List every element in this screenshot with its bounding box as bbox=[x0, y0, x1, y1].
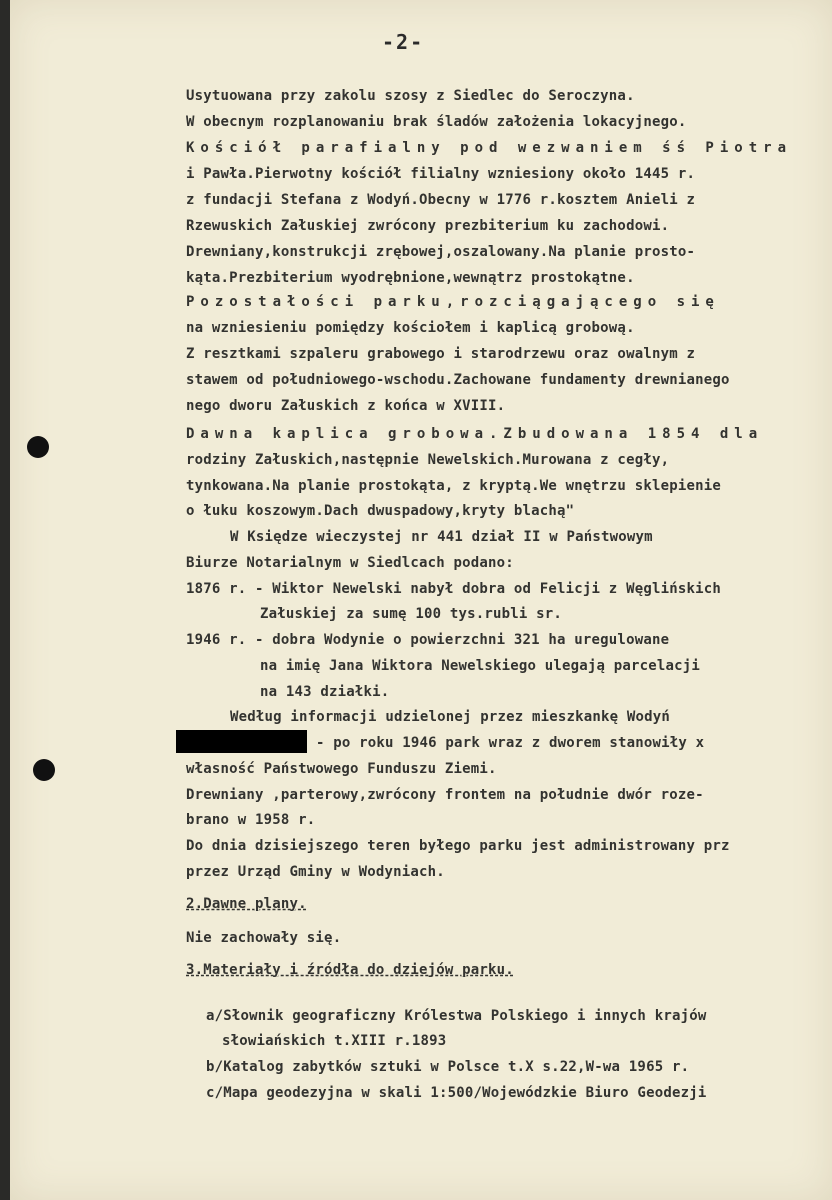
source-item: b/Katalog zabytków sztuki w Polsce t.X s.22,W-wa 1965 r. bbox=[206, 1059, 690, 1075]
document-page bbox=[10, 0, 832, 1200]
text-line: Drewniany,konstrukcji zrębowej,oszalowany.Na planie prosto- bbox=[186, 244, 696, 260]
text-line: W obecnym rozplanowaniu brak śladów założenia lokacyjnego. bbox=[186, 114, 687, 130]
text-line: o łuku koszowym.Dach dwuspadowy,kryty blachą" bbox=[186, 503, 575, 519]
section-heading-line: Dawna kaplica grobowa.Zbudowana 1854 dla bbox=[186, 426, 764, 442]
redaction-bar bbox=[176, 730, 307, 753]
text-line: Biurze Notarialnym w Siedlcach podano: bbox=[186, 555, 514, 571]
text-line: Do dnia dzisiejszego teren byłego parku jest administrowany prz bbox=[186, 838, 730, 854]
text-line: stawem od południowego-wschodu.Zachowane fundamenty drewnianego bbox=[186, 372, 730, 388]
source-item: c/Mapa geodezyjna w skali 1:500/Wojewódzkie Biuro Geodezji bbox=[206, 1085, 707, 1101]
text-line: nego dworu Załuskich z końca w XVIII. bbox=[186, 398, 506, 414]
text-line: tynkowana.Na planie prostokąta, z kryptą.We wnętrzu sklepienie bbox=[186, 478, 721, 494]
section-title: 3.Materiały i źródła do dziejów parku. bbox=[186, 962, 514, 978]
text-line: Rzewuskich Załuskiej zwrócony prezbiterium ku zachodowi. bbox=[186, 218, 670, 234]
text-line: rodziny Załuskich,następnie Newelskich.Murowana z cegły, bbox=[186, 452, 670, 468]
text-line: - po roku 1946 park wraz z dworem stanowiły x bbox=[316, 735, 705, 751]
text-line: 1946 r. - dobra Wodynie o powierzchni 321 ha uregulowane bbox=[186, 632, 670, 648]
text-line: na wzniesieniu pomiędzy kościołem i kaplicą grobową. bbox=[186, 320, 635, 336]
source-item: a/Słownik geograficzny Królestwa Polskiego i innych krajów bbox=[206, 1008, 707, 1024]
text-line: Z resztkami szpaleru grabowego i starodrzewu oraz owalnym z bbox=[186, 346, 696, 362]
text-line: Drewniany ,parterowy,zwrócony frontem na południe dwór roze- bbox=[186, 787, 704, 803]
text-line: Nie zachowały się. bbox=[186, 930, 342, 946]
text-line: 1876 r. - Wiktor Newelski nabył dobra od Felicji z Węglińskich bbox=[186, 581, 721, 597]
text-line: brano w 1958 r. bbox=[186, 812, 316, 828]
text-line: i Pawła.Pierwotny kościół filialny wzniesiony około 1445 r. bbox=[186, 166, 696, 182]
text-line: z fundacji Stefana z Wodyń.Obecny w 1776 r.kosztem Anieli z bbox=[186, 192, 696, 208]
text-line: Usytuowana przy zakolu szosy z Siedlec do Seroczyna. bbox=[186, 88, 635, 104]
text-line: Według informacji udzielonej przez mieszkankę Wodyń bbox=[230, 709, 671, 725]
text-line: na 143 działki. bbox=[260, 684, 390, 700]
section-title: 2.Dawne plany. bbox=[186, 896, 307, 912]
text-line: własność Państwowego Funduszu Ziemi. bbox=[186, 761, 497, 777]
punch-hole bbox=[33, 759, 55, 781]
page-number: -2- bbox=[382, 30, 425, 54]
section-heading-line: Kościół parafialny pod wezwaniem śś Piotra bbox=[186, 140, 793, 156]
text-line: kąta.Prezbiterium wyodrębnione,wewnątrz prostokątne. bbox=[186, 270, 635, 286]
punch-hole bbox=[27, 436, 49, 458]
text-line: Załuskiej za sumę 100 tys.rubli sr. bbox=[260, 606, 563, 622]
text-line: przez Urząd Gminy w Wodyniach. bbox=[186, 864, 445, 880]
text-line: W Księdze wieczystej nr 441 dział II w Państwowym bbox=[230, 529, 653, 545]
source-item: słowiańskich t.XIII r.1893 bbox=[222, 1033, 447, 1049]
text-line: na imię Jana Wiktora Newelskiego ulegają parcelacji bbox=[260, 658, 701, 674]
section-heading-line: Pozostałości parku,rozciągającego się bbox=[186, 294, 720, 310]
